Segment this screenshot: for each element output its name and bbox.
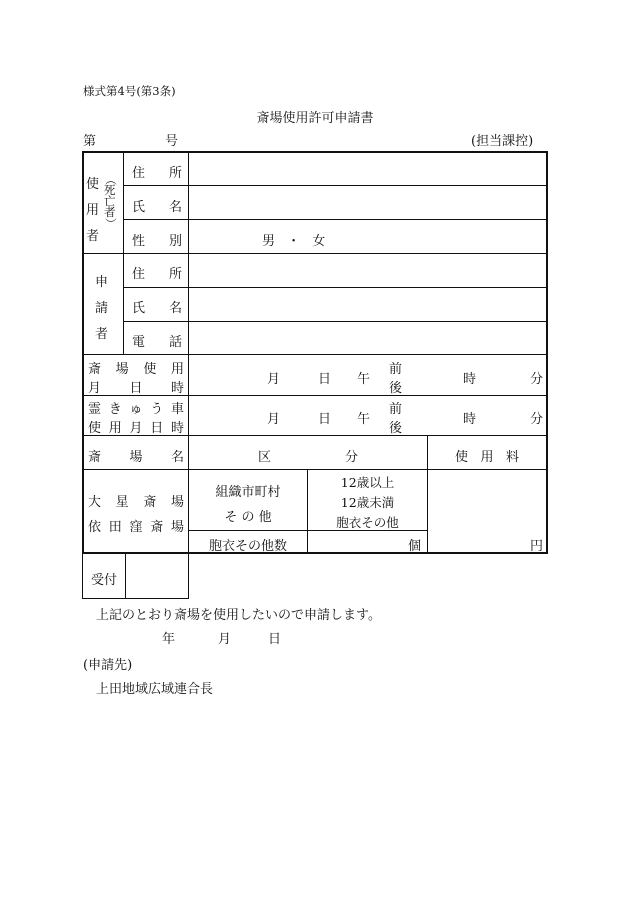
count-unit: 個 (408, 539, 422, 554)
applicant-address-label: 住 所 (132, 267, 183, 282)
hearse-datetime-label-line1: 霊 き ゅ う 車 (88, 402, 184, 417)
facility-option-yodakubo[interactable]: 依 田 窪 斎 場 (88, 520, 184, 535)
usage-pm[interactable]: 後 (389, 381, 403, 396)
applicant-address-field[interactable] (190, 255, 545, 285)
usage-hour: 時 (463, 372, 477, 387)
hearse-pm[interactable]: 後 (389, 421, 403, 436)
hearse-month: 月 (267, 412, 281, 427)
deceased-sex-label: 性 別 (132, 234, 183, 249)
recipient-label: (申請先) (83, 658, 133, 673)
date-month: 月 (218, 632, 232, 647)
usage-datetime-label-line2: 月 日 時 (88, 381, 184, 396)
facility-option-ohoshi[interactable]: 大 星 斎 場 (88, 495, 184, 510)
fee-field[interactable] (429, 471, 534, 551)
date-year: 年 (162, 632, 176, 647)
number-suffix: 号 (165, 134, 179, 149)
deceased-address-field[interactable] (190, 154, 545, 184)
age-option-placenta[interactable]: 胞衣その他 (336, 515, 399, 530)
deceased-sex-value[interactable]: 男 ・ 女 (262, 234, 326, 249)
deceased-group-label: 使 用 者 (86, 177, 100, 244)
deceased-sub-label: （ 死 亡 者 ） (103, 173, 118, 230)
receipt-label: 受付 (91, 573, 118, 588)
usage-am[interactable]: 前 (389, 362, 403, 377)
usage-day: 日 (318, 372, 332, 387)
applicant-name-field[interactable] (190, 289, 545, 319)
fee-unit: 円 (530, 539, 544, 554)
applicant-phone-label: 電 話 (132, 335, 183, 350)
deceased-address-label: 住 所 (132, 166, 183, 181)
hearse-minute: 分 (530, 412, 544, 427)
applicant-group-label: 申 請 者 (95, 275, 109, 342)
form-title: 斎場使用許可申請書 (256, 111, 374, 126)
facility-name-header: 斎 場 名 (88, 450, 184, 465)
deceased-name-field[interactable] (190, 187, 545, 217)
hearse-ampm-prefix: 午 (357, 412, 371, 427)
applicant-phone-field[interactable] (190, 323, 545, 353)
hearse-hour: 時 (463, 412, 477, 427)
receipt-stamp-field[interactable] (127, 555, 187, 597)
form-number: 様式第4号(第3条) (83, 84, 176, 98)
applicant-name-label: 氏 名 (132, 301, 183, 316)
placenta-count-field[interactable] (309, 532, 409, 552)
application-statement: 上記のとおり斎場を使用したいので申請します。 (96, 608, 381, 623)
hearse-day: 日 (318, 412, 332, 427)
dept-note: (担当課控) (471, 134, 534, 149)
placenta-count-label: 胞衣その他数 (208, 539, 287, 554)
residency-option-other[interactable]: そ の 他 (224, 510, 272, 525)
age-option-12-over[interactable]: 12歳以上 (340, 475, 395, 490)
fee-header: 使 用 料 (455, 450, 519, 465)
age-option-12-under[interactable]: 12歳未満 (340, 495, 395, 510)
residency-option-member[interactable]: 組織市町村 (215, 485, 281, 500)
recipient-name: 上田地域広域連合長 (96, 682, 214, 697)
usage-ampm-prefix: 午 (357, 372, 371, 387)
usage-minute: 分 (530, 372, 544, 387)
usage-month: 月 (267, 372, 281, 387)
hearse-datetime-label-line2: 使 用 月 日 時 (88, 421, 184, 436)
category-header: 区 分 (258, 450, 358, 465)
hearse-am[interactable]: 前 (389, 402, 403, 417)
date-day: 日 (268, 632, 282, 647)
number-prefix: 第 (83, 134, 97, 149)
usage-datetime-label-line1: 斎 場 使 用 (88, 362, 184, 377)
deceased-name-label: 氏 名 (132, 200, 183, 215)
